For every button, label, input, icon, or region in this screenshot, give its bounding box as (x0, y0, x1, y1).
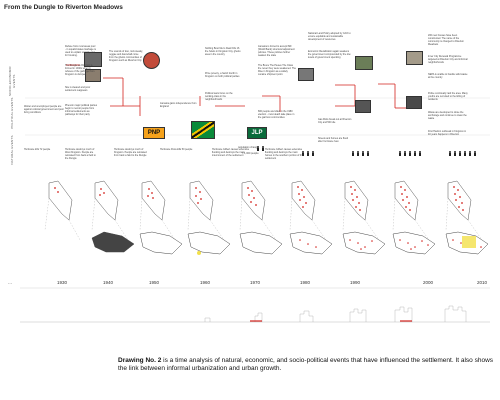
jamaica-flag (191, 121, 215, 139)
year-label-1970: 1970 (249, 280, 261, 285)
note-2000-socio-2: Inner City Renewal Programme targeted at Riverton City and informal neighborhoods (428, 55, 468, 64)
note-1980-socio-1: Jamaica is forced to accept IMF (World Bank) structural adjustment policies. These policies further weaken the state (258, 45, 295, 57)
jlp-logo: JLP (247, 127, 267, 139)
row-label-socio-economic: SOCIO-ECONOMIC EVENTS (8, 66, 16, 96)
year-label-1960: 1960 (199, 280, 211, 285)
year-label-1990: 1990 (349, 280, 361, 285)
photo-record-label (143, 52, 160, 69)
photo-1990-street (355, 100, 371, 113)
year-axis (0, 280, 500, 290)
year-label-1950: 1950 (148, 280, 160, 285)
note-1970-socio: Nothing Bout Me Is Real Kills 16 the hotels in Kingston City, ghetto area in the country (205, 47, 241, 56)
year-label-1930: 1930 (56, 280, 68, 285)
photo-2000-police (406, 96, 422, 109)
note-1990-political: Gas Riots break out at Riverton City and 500 die (318, 118, 352, 124)
note-2000-political: Police continually raid the area. Many youths are recruited to the killing of residents (428, 92, 468, 101)
note-2000-socio-1: 200 new houses have been constructed. The name of the community is changed to Riverton Meadows (428, 34, 465, 46)
note-1930-natural: Hurricane kills 72 people (24, 148, 51, 151)
regional-maps-lower (92, 232, 488, 254)
note-1940-socio-1: Refuse from rural areas poor - in squalid states Garbage is used to explain scarcity and for housing. (65, 45, 96, 57)
note-1950-socio: The sounds of doo, rock steady, reggae and dancehall come from the ghetto communities of Kingston such as Riverton City (109, 50, 143, 62)
note-1940-political: Phenom major political parties begin to recruit people from informal settlements as pathways for their party (65, 104, 98, 116)
note-1960-political: Jamaica gains independence from England (160, 102, 197, 108)
photo-2000-houses (406, 51, 423, 65)
note-1980-socio-2: The Bruce The Pieses The Class the never they were weakened. The Rise in Kingston as a widely cocaine shipment point. (258, 64, 296, 76)
yellow-marker-1960 (197, 251, 201, 255)
note-1990-socio-2: Economic liberalization again weakens the government compounded by the low levels of government spending (308, 50, 351, 59)
note-1990-natural: Streets and homes are flood after hurricane Ivan (318, 137, 349, 143)
photo-1990-aerial (355, 56, 373, 70)
caption-text: is a time analysis of natural, economic, and socio-political events that have influenced the settlement. It also shows the link between informal urbanization and urban growth. (118, 357, 494, 372)
note-2000-socio-3: NEPA is unable to handle solid waste at the country (428, 73, 468, 79)
photo-1980-riots (298, 68, 314, 81)
drawing-caption (118, 357, 498, 373)
settlement-maps-upper (49, 181, 471, 220)
year-label-2000: 2000 (422, 280, 434, 285)
population-legend-label: population change (238, 146, 259, 149)
year-label-1940: 1940 (102, 280, 114, 285)
note-1990-socio-1: National Land Policy adopted by GOJ to ensure equitable and sustainable development of resources (308, 32, 351, 41)
regional-map-dots (299, 239, 482, 250)
year-label-1980: 1980 (299, 280, 311, 285)
note-1940-socio-2: The Dungle as Riverton is formed in 1940s when it refuses of the garbage from Kingston is dumped. (65, 64, 95, 76)
row-label-political: POLITICAL EVENTS (10, 97, 14, 129)
year-label-start: ... (8, 280, 12, 285)
note-1970-political-2: Political wars focus on the working-class in the neighbourhoods (205, 92, 233, 101)
caption-title: Drawing No. 2 (118, 357, 162, 364)
note-1970-natural: Hurricane Gilbert causes extensive flooding and destroys the main interconnect of the settlement (212, 148, 250, 157)
note-1960-natural: Hurricane Flora kills 50 people (160, 148, 193, 151)
row-label-natural: NATURAL EVENTS (10, 135, 14, 165)
year-label-2010: 2010 (476, 280, 488, 285)
note-1940-socio-3: Site is cleared and poor settlement reappears (65, 86, 91, 92)
note-1930-political: Wetter and unemployed people are against colonial government and poor living conditions (24, 105, 64, 114)
skyline-profile (20, 306, 490, 322)
yellow-zone-2000 (462, 236, 476, 248)
pnp-logo: PNP (143, 127, 165, 139)
note-2000-natural: First Hadron outbreak in Kingston in 40 years happens in Riverton (428, 130, 467, 136)
page-title: From the Dungle to Riverton Meadows (4, 4, 123, 11)
note-1980-political: 800 people are killed in the 1980 election - most death take place in the garrison communities (258, 110, 295, 119)
note-1940-natural: Hurricane destroys much of West Kingston. People are relocated from back a field to the Dungle (65, 148, 96, 160)
note-2000-waste: Waste are developed to close the anchorage and continue to clean the waste (428, 111, 467, 120)
note-1970-political-1: Price poverty, a harsh fourth in Kingston on both political parties (205, 72, 240, 78)
note-1980-natural: Hurricane Gilbert causes extensive flooding and destroys the main homes in the southern portion of the settlement (265, 148, 304, 160)
population-legend-unit: = 1,000 people (242, 152, 259, 155)
note-1950-natural: Hurricane destroys much of Kingston. People are relocated from back a field to the Dungle (114, 148, 147, 157)
